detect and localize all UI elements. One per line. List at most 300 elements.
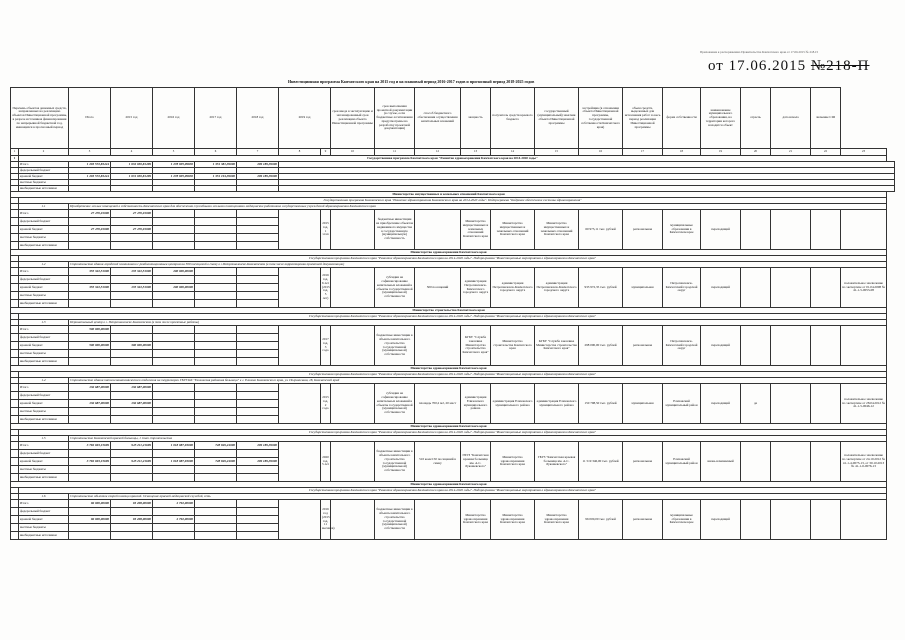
amount-cell [153, 342, 195, 350]
header-cell: срок выполнения проектной документации (в случае, если бюджетные ассигнования предусмотрены на разработку проектной документации) [375, 88, 415, 149]
amount-cell [237, 342, 279, 350]
amount-cell [69, 508, 111, 516]
builder-cell: администрация Елизовского муниципального района [535, 384, 579, 424]
header-cell: 2017 год [195, 88, 237, 149]
industry-cell: переходящий [701, 210, 741, 250]
amount-cell [153, 326, 195, 334]
amount-cell: 1 278 905,09830 [153, 174, 195, 180]
amount-cell [237, 400, 279, 408]
method-cell: бюджетные инвестиции на приобретение объектов недвижимого имущества в государственную (муниципальную) собственность [375, 210, 415, 250]
capacity-cell [415, 210, 461, 250]
amount-cell [153, 358, 195, 366]
ownership-cell: региональная [623, 210, 663, 250]
amount-cell [195, 524, 237, 532]
customer-cell: Министерство имущественных и земельных отношений Камчатского края [491, 210, 535, 250]
source-label: краевой бюджет [19, 400, 69, 408]
source-label: федеральный бюджет [19, 450, 69, 458]
amount-cell [237, 358, 279, 366]
header-cell: 2019 год [279, 88, 331, 149]
amount-cell: 27 470,01000 [69, 226, 111, 234]
header-cell: Итого [69, 88, 111, 149]
total-program-label: Государственная программа Камчатского края "Развитие здравоохранения Камчатского края на 2014-2020 годы" [19, 156, 887, 162]
expertise-cell: положительное заключение по экспертизе от 28.04.2012 № 41-1-5-0046-12 [841, 384, 887, 424]
column-number: 17 [623, 149, 663, 156]
term-cell: 2017 год, 3 года [321, 326, 331, 366]
municipality-cell: Петропавловск-Камчатский городской округ [663, 326, 701, 366]
spacer [11, 516, 19, 524]
industry-cell: переходящий [701, 384, 741, 424]
amount-cell: 1 031 030,81499 [111, 174, 153, 180]
cost-cell: 298 000,00 тыс. рублей [579, 326, 623, 366]
column-number: 20 [741, 149, 771, 156]
amount-cell: 96 000,00000 [69, 500, 111, 508]
empty-cell [771, 210, 811, 250]
amount-cell: 300 000,00000 [111, 342, 153, 350]
amount-cell: 1 351 381,39000 [195, 162, 237, 168]
source-label: Итого [19, 326, 69, 334]
amount-cell [237, 392, 279, 400]
column-number: 22 [811, 149, 841, 156]
industry-cell: вновь начинаемый [701, 442, 741, 482]
amount-cell: 135 322,51000 [111, 268, 153, 276]
amount-cell [195, 516, 237, 524]
spacer [11, 334, 19, 342]
spacer [11, 400, 19, 408]
amount-cell: 1 278 905,09830 [153, 162, 195, 168]
program-label: Государственная программа Камчатского края "Развитие здравоохранения Камчатского края на 2014-2020 годы". Подпрограмма "Кадровое обеспечение системы здравоохранения" [19, 198, 887, 204]
amount-cell: 96 000,00000 [69, 516, 111, 524]
method-cell: бюджетные инвестиции в объекты капитального строительства государственной (муниципальной) собственности [375, 326, 415, 366]
amount-cell [153, 474, 195, 482]
object-code: 1.3 [19, 320, 69, 326]
amount-cell: 27 470,01000 [111, 226, 153, 234]
amount-cell: 135 322,51000 [111, 284, 153, 292]
empty-cell [771, 500, 811, 540]
source-label: Итого [19, 268, 69, 276]
amount-cell [237, 474, 279, 482]
source-label: внебюджетные источники [19, 532, 69, 540]
source-label: федеральный бюджет [19, 508, 69, 516]
header-cell: 2015 год [111, 88, 153, 149]
amount-cell [195, 474, 237, 482]
amount-cell: 2 792,00000 [153, 516, 195, 524]
amount-cell: 299 189,39000 [237, 174, 279, 180]
expertise-cell: положительное заключение по экспертизе от 01.04.2008 № 41-1-5-0053-08 [841, 268, 887, 308]
amount-cell [195, 326, 237, 334]
amount-cell [69, 532, 111, 540]
amount-cell: 355 322,51000 [69, 284, 111, 292]
cost-cell: 60 973,11 тыс. рублей [579, 210, 623, 250]
amount-cell [111, 532, 153, 540]
amount-cell [69, 392, 111, 400]
spacer [11, 500, 19, 508]
municipality-cell: муниципальные образования в Камчатском крае [663, 500, 701, 540]
amount-cell: 945 211,21699 [111, 458, 153, 466]
spacer [11, 442, 19, 450]
amount-cell [237, 326, 279, 334]
ownership-cell: региональная [623, 500, 663, 540]
amount-cell: 728 849,24000 [195, 458, 237, 466]
industry-cell: переходящий [701, 326, 741, 366]
amount-cell [237, 276, 279, 284]
recipient-cell: администрация Петропавловск-Камчатского городского округа [461, 268, 491, 308]
source-label: краевой бюджет [19, 174, 69, 180]
amount-cell [111, 416, 153, 424]
design-cell [331, 326, 375, 366]
amount-cell [111, 408, 153, 416]
amount-cell: 27 470,01000 [69, 210, 111, 218]
amount-cell [69, 350, 111, 358]
object-code: 1.1 [19, 204, 69, 210]
recipient-cell: ГБУЗ "Камчатская краевая больница им. А.С. Лукашевского" [461, 442, 491, 482]
program-label: Государственная программа Камчатского края "Развитие здравоохранения Камчатского края на 2014-2020 годы". Подпрограмма "Инвестиционные мероприятия в здравоохранении Камчатского края" [19, 372, 887, 378]
program-label: Государственная программа Камчатского края "Развитие здравоохранения Камчатского края на 2014-2020 годы". Подпрограмма "Инвестиционные мероприятия в здравоохранении Камчатского края" [19, 256, 887, 262]
cost-cell: 150 798,50 тыс. рублей [579, 384, 623, 424]
amount-cell [111, 508, 153, 516]
header-cell: 2018 год [237, 88, 279, 149]
amount-cell [195, 384, 237, 392]
expertise-cell: положительное заключение по экспертизе от 24.10.2012 № 41-1-4-0073-13, от 30.10.2013 № 41-1-6-0076-13 [841, 442, 887, 482]
amount-cell [111, 276, 153, 284]
header-cell: наименование муниципального образования, на территории которого находится объект [701, 88, 741, 149]
header-cell: срок ввода в эксплуатацию и запланированный срок реализации объекта Инвестиционной программы [331, 88, 375, 149]
source-label: местные бюджеты [19, 234, 69, 242]
spacer [11, 342, 19, 350]
spacer [11, 242, 19, 250]
amount-cell: 200 000,00000 [153, 284, 195, 292]
amount-cell [195, 242, 237, 250]
source-label: краевой бюджет [19, 226, 69, 234]
amount-cell: 299 189,39000 [237, 162, 279, 168]
spacer [11, 292, 19, 300]
empty-cell [811, 384, 841, 424]
row-code: 1 [11, 156, 19, 162]
column-number: 12 [415, 149, 461, 156]
column-number: 18 [663, 149, 701, 156]
spacer [11, 384, 19, 392]
amount-cell [153, 234, 195, 242]
capacity-cell: 500 посещений [415, 268, 461, 308]
header-cell: получатель средств краевого бюджета [491, 88, 535, 149]
design-cell [331, 384, 375, 424]
column-number: 13 [461, 149, 491, 156]
method-cell: субсидии на софинансирование капитальных вложений в объекты государственной (муниципальной) собственности [375, 384, 415, 424]
amount-cell [69, 334, 111, 342]
amount-cell [111, 466, 153, 474]
header-row [11, 88, 895, 149]
amount-cell [153, 450, 195, 458]
object-name: Строительство здания патологоанатомического отделения на территории ГБУЗ КК "Елизовская районная больница" в г. Елизово Камчатского края, ул. Пограничная, 18, Камчатский край [69, 378, 887, 384]
ministry-label: Министерство здравоохранения Камчатского края [11, 250, 887, 256]
amount-cell: 728 849,24000 [195, 442, 237, 450]
column-number: 5 [153, 149, 195, 156]
source-label: федеральный бюджет [19, 218, 69, 226]
customer-cell: Министерство строительства Камчатского края [491, 326, 535, 366]
ministry-label: Министерство здравоохранения Камчатского края [11, 366, 887, 372]
amount-cell [153, 242, 195, 250]
header-cell: дата начала [771, 88, 811, 149]
industry-cell: переходящий [701, 268, 741, 308]
empty-cell [811, 268, 841, 308]
source-label: Итого [19, 442, 69, 450]
amount-cell [69, 276, 111, 284]
spacer [11, 532, 19, 540]
column-number: 16 [579, 149, 623, 156]
amount-cell [69, 218, 111, 226]
source-label: федеральный бюджет [19, 392, 69, 400]
column-number: 15 [535, 149, 579, 156]
amount-cell [237, 284, 279, 292]
amount-cell [237, 384, 279, 392]
cost-cell: 96 000,00 тыс. рублей [579, 500, 623, 540]
source-label: Итого [19, 384, 69, 392]
amount-cell [111, 450, 153, 458]
source-label: внебюджетные источники [19, 300, 69, 308]
amount-cell [195, 210, 237, 218]
amount-cell [69, 416, 111, 424]
amount-cell: 93 208,00000 [111, 516, 153, 524]
amount-cell [111, 292, 153, 300]
amount-cell [237, 466, 279, 474]
amount-cell [237, 268, 279, 276]
source-label: внебюджетные источники [19, 186, 69, 192]
amount-cell: 3 782 693,15699 [69, 458, 111, 466]
amount-cell [153, 218, 195, 226]
expertise-cell [841, 326, 887, 366]
empty-cell [771, 268, 811, 308]
amount-cell [195, 500, 237, 508]
amount-cell [69, 300, 111, 308]
source-label: местные бюджеты [19, 408, 69, 416]
header-cell: государственный (муниципальный) заказчик объекта Инвестиционной программы [535, 88, 579, 149]
object-name: Строительство объектов скорой помощи краевой. Оснащение краевой медицинской службой, сеть [69, 494, 887, 500]
amount-cell [195, 276, 237, 284]
investment-table [10, 87, 895, 540]
amount-cell [237, 408, 279, 416]
header-cell: Перечень объектов денежных средств, направленных на реализацию объектов Инвестиционной программы, в разрезе источников финансирования по непрерывной бюджетной год, имеющихся в прогнозный период [11, 88, 69, 149]
amount-cell [195, 334, 237, 342]
ownership-cell: региональная [623, 442, 663, 482]
column-number: 23 [841, 149, 887, 156]
start-cell [741, 442, 771, 482]
column-number: 14 [491, 149, 535, 156]
amount-cell [237, 210, 279, 218]
document-title: Инвестиционная программа Камчатского края на 2015 год и на плановый период 2016-2017 годов и прогнозный период 2018-2025 годов [288, 79, 535, 84]
amount-cell [111, 474, 153, 482]
capacity-cell: площадь 700,2 м2, 20 мест [415, 384, 461, 424]
object-code: 1.4 [19, 378, 69, 384]
empty-cell [811, 442, 841, 482]
amount-cell [237, 524, 279, 532]
spacer [11, 284, 19, 292]
column-number: 2 [19, 149, 69, 156]
recipient-cell: Министерство здравоохранения Камчатского края [461, 500, 491, 540]
customer-cell: администрация Петропавловск-Камчатского городского округа [491, 268, 535, 308]
amount-cell [237, 334, 279, 342]
amount-cell [69, 292, 111, 300]
amount-cell [195, 466, 237, 474]
column-number: 9 [321, 149, 331, 156]
amount-cell [153, 384, 195, 392]
column-number: 11 [375, 149, 415, 156]
spacer [11, 508, 19, 516]
amount-cell: 299 189,39000 [237, 442, 279, 450]
start-cell [741, 326, 771, 366]
amount-cell: 136 687,00000 [111, 400, 153, 408]
amount-cell: 27 470,01000 [111, 210, 153, 218]
stamp-date: 17.06.2015 [728, 58, 807, 74]
amount-cell [195, 392, 237, 400]
empty-cell [279, 500, 321, 540]
builder-cell: администрация Петропавловск-Камчатского городского округа [535, 268, 579, 308]
amount-cell [237, 292, 279, 300]
amount-cell [237, 218, 279, 226]
header-cell: 2016 год [153, 88, 195, 149]
column-number: 4 [111, 149, 153, 156]
empty-cell [811, 210, 841, 250]
amount-cell: 136 687,00000 [69, 384, 111, 392]
empty-cell [279, 442, 321, 482]
spacer [11, 300, 19, 308]
amount-cell: 1 293 572,83444 [69, 174, 111, 180]
empty-cell [811, 326, 841, 366]
expertise-cell [841, 210, 887, 250]
amount-cell [69, 242, 111, 250]
spacer [11, 234, 19, 242]
spacer [11, 350, 19, 358]
amount-cell [153, 276, 195, 284]
amount-cell [237, 300, 279, 308]
amount-cell: 1 018 087,93000 [153, 458, 195, 466]
ownership-cell: муниципальная [623, 384, 663, 424]
builder-cell: ГБУЗ "Камчатская краевая больница им. А.С. Лукашевского" [535, 442, 579, 482]
source-label: Итого [19, 162, 69, 168]
empty-cell [811, 500, 841, 540]
amount-cell [69, 234, 111, 242]
builder-cell: Министерство имущественных и земельных отношений Камчатского края [535, 210, 579, 250]
spacer [11, 218, 19, 226]
spacer [11, 268, 19, 276]
amount-cell [195, 358, 237, 366]
stamp-prefix: от [708, 58, 724, 74]
source-label: внебюджетные источники [19, 474, 69, 482]
amount-cell [195, 450, 237, 458]
recipient-cell: администрация Елизовского муниципального района [461, 384, 491, 424]
municipality-cell: Елизовский муниципальный район [663, 384, 701, 424]
amount-cell [153, 210, 195, 218]
amount-cell: 136 687,00000 [69, 400, 111, 408]
amount-cell [111, 524, 153, 532]
amount-cell: 93 208,00000 [111, 500, 153, 508]
amount-cell: 200 000,00000 [153, 268, 195, 276]
cost-cell: 933 972,35 тыс. рублей [579, 268, 623, 308]
start-cell [741, 500, 771, 540]
amount-cell [111, 234, 153, 242]
source-label: федеральный бюджет [19, 276, 69, 284]
amount-cell [237, 516, 279, 524]
empty-cell [771, 384, 811, 424]
program-label: Государственная программа Камчатского края "Развитие здравоохранения Камчатского края на 2014-2020 годы". Подпрограмма "Инвестиционные мероприятия в здравоохранении Камчатского края" [19, 314, 887, 320]
term-cell: 2016 год (2015 год, 11 месяцев) [321, 500, 331, 540]
amount-cell [153, 300, 195, 308]
spacer [11, 524, 19, 532]
amount-cell: 3 782 693,15699 [69, 442, 111, 450]
amount-cell [153, 466, 195, 474]
ministry-label: Министерство строительства Камчатского края [11, 308, 887, 314]
amount-cell [237, 450, 279, 458]
spacer [11, 466, 19, 474]
amount-cell [237, 500, 279, 508]
amount-cell [153, 532, 195, 540]
source-label: внебюджетные источники [19, 242, 69, 250]
spacer [11, 474, 19, 482]
start-cell: да [741, 384, 771, 424]
ministry-label: Министерство здравоохранения Камчатского края [11, 424, 887, 430]
source-label: краевой бюджет [19, 458, 69, 466]
amount-cell [111, 326, 153, 334]
column-number: 10 [331, 149, 375, 156]
amount-cell [195, 408, 237, 416]
source-label: Итого [19, 210, 69, 218]
spacer [11, 358, 19, 366]
spacer [11, 326, 19, 334]
empty-cell [771, 442, 811, 482]
program-label: Государственная программа Камчатского края "Развитие здравоохранения Камчатского края на 2014-2020 годы". Подпрограмма "Инвестиционные мероприятия в здравоохранении Камчатского края" [19, 430, 887, 436]
amount-cell [195, 508, 237, 516]
builder-cell: Министерство здравоохранения Камчатского края [535, 500, 579, 540]
amount-cell [69, 524, 111, 532]
amount-cell [195, 350, 237, 358]
amount-cell [111, 392, 153, 400]
design-cell [331, 500, 375, 540]
amount-cell [237, 532, 279, 540]
column-number: 3 [69, 149, 111, 156]
amount-cell: 355 322,51000 [69, 268, 111, 276]
column-number: 8 [279, 149, 321, 156]
object-name: Строительство Камчатской краевой больницы, 1 этап строительства [69, 436, 887, 442]
spacer [11, 276, 19, 284]
amount-cell: 2 792,00000 [153, 500, 195, 508]
amount-cell [153, 408, 195, 416]
empty-cell [279, 384, 321, 424]
amount-cell [195, 400, 237, 408]
amount-cell [69, 450, 111, 458]
source-label: краевой бюджет [19, 516, 69, 524]
capacity-cell [415, 500, 461, 540]
term-cell: 2016 год, 6 лет (2015 год, 5 лет) [321, 268, 331, 308]
builder-cell: КГБУ "Служба заказчика Министерства строительства Камчатского края" [535, 326, 579, 366]
expertise-cell [841, 500, 887, 540]
design-cell [331, 210, 375, 250]
object-code: 1.5 [19, 436, 69, 442]
empty-cell [771, 326, 811, 366]
amount-cell [69, 408, 111, 416]
amount-cell [195, 226, 237, 234]
amount-cell [153, 508, 195, 516]
spacer [11, 450, 19, 458]
method-cell: бюджетные инвестиции в объекты капитального строительства государственной (муниципальной) собственности [375, 442, 415, 482]
column-number: 6 [195, 149, 237, 156]
amount-cell [111, 242, 153, 250]
amount-cell [237, 350, 279, 358]
amount-cell [111, 350, 153, 358]
start-cell [741, 210, 771, 250]
source-label: местные бюджеты [19, 180, 69, 186]
amount-cell [153, 350, 195, 358]
spacer [11, 392, 19, 400]
amount-cell: 1 018 087,93000 [153, 442, 195, 450]
column-number: 21 [771, 149, 811, 156]
